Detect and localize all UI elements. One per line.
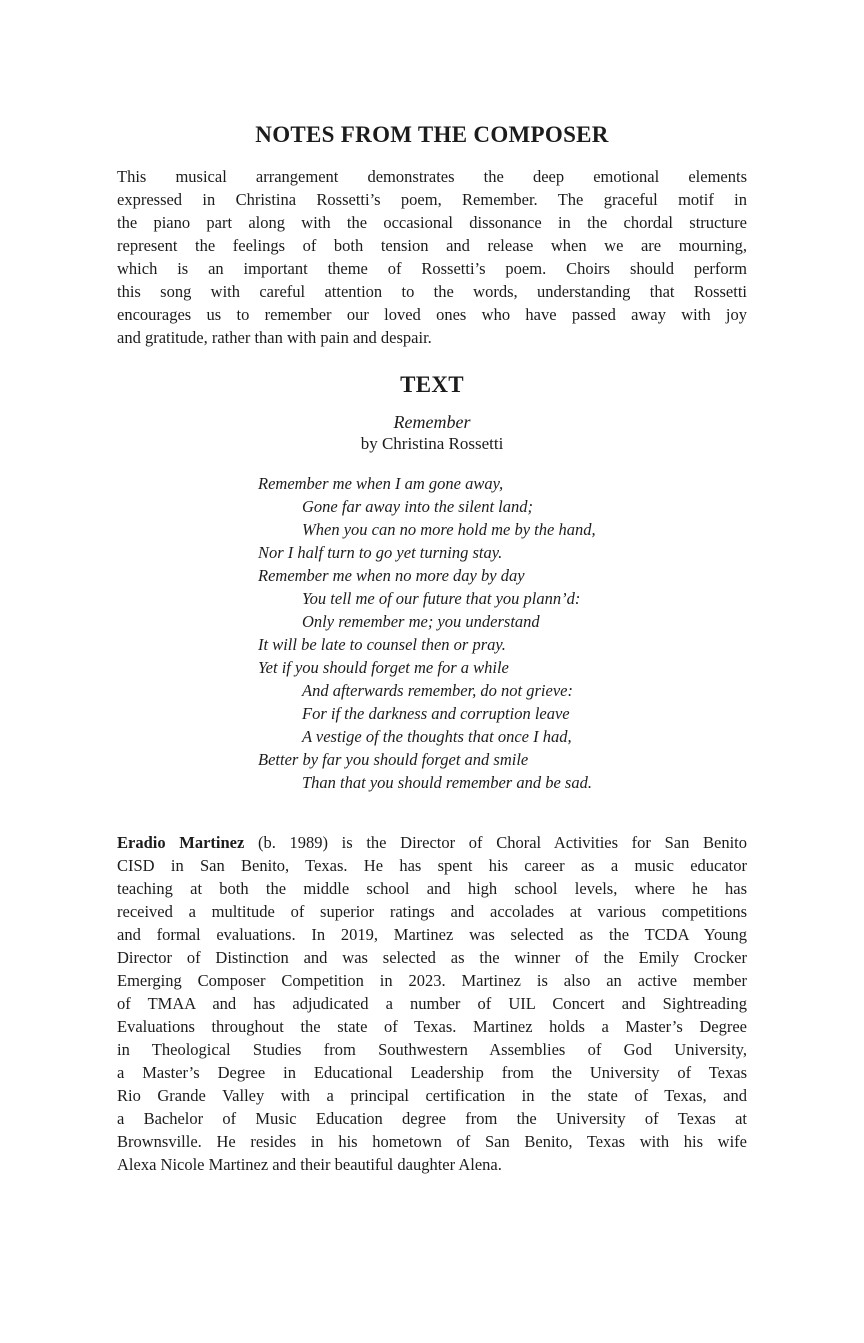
page-title-notes-from-the-composer: NOTES FROM THE COMPOSER bbox=[255, 122, 609, 147]
poem-line: Better by far you should forget and smile bbox=[258, 750, 529, 769]
paragraph-line: Brownsville. He resides in his hometown of San Benito, Texas with his wife bbox=[117, 1132, 747, 1151]
poem-line: Gone far away into the silent land; bbox=[302, 497, 533, 516]
paragraph-line: and formal evaluations. In 2019, Martinez was selected as the TCDA Young bbox=[117, 925, 747, 944]
paragraph-line: encourages us to remember our loved ones who have passed away with joy bbox=[117, 305, 747, 324]
composer-bio-paragraph bbox=[117, 831, 747, 1176]
paragraph-line: of TMAA and has adjudicated a number of UIL Concert and Sightreading bbox=[117, 994, 747, 1013]
paragraph-line: CISD in San Benito, Texas. He has spent his career as a music educator bbox=[117, 856, 747, 875]
poem-line: Remember me when no more day by day bbox=[258, 566, 525, 585]
paragraph-line: which is an important theme of Rossetti’s poem. Choirs should perform bbox=[117, 259, 747, 278]
poem-line: A vestige of the thoughts that once I had, bbox=[302, 727, 572, 746]
poem-line: It will be late to counsel then or pray. bbox=[258, 635, 506, 654]
poem-line: For if the darkness and corruption leave bbox=[302, 704, 570, 723]
paragraph-line: received a multitude of superior ratings and accolades at various competitions bbox=[117, 902, 747, 921]
poem-line: And afterwards remember, do not grieve: bbox=[302, 681, 573, 700]
paragraph-line: Rio Grande Valley with a principal certification in the state of Texas, and bbox=[117, 1086, 747, 1105]
poem-line: You tell me of our future that you plann’d: bbox=[302, 589, 581, 608]
paragraph-line: this song with careful attention to the words, understanding that Rossetti bbox=[117, 282, 747, 301]
paragraph-line: in Theological Studies from Southwestern Assemblies of God University, bbox=[117, 1040, 747, 1059]
poem-remember bbox=[258, 472, 747, 794]
paragraph-line: Alexa Nicole Martinez and their beautiful daughter Alena. bbox=[117, 1155, 502, 1174]
paragraph-line: Evaluations throughout the state of Texas. Martinez holds a Master’s Degree bbox=[117, 1017, 747, 1036]
poem-byline: by Christina Rossetti bbox=[360, 434, 504, 453]
poem-line: Than that you should remember and be sad. bbox=[302, 773, 592, 792]
paragraph-line: Director of Distinction and was selected as the winner of the Emily Crocker bbox=[117, 948, 747, 967]
poem-title: Remember bbox=[393, 412, 471, 432]
poem-line: Yet if you should forget me for a while bbox=[258, 658, 509, 677]
composer-name: Eradio Martinez bbox=[117, 833, 245, 852]
poem-line: Remember me when I am gone away, bbox=[258, 474, 504, 493]
composer-notes-paragraph bbox=[117, 165, 747, 349]
paragraph-line: teaching at both the middle school and high school levels, where he has bbox=[117, 879, 747, 898]
paragraph-line: represent the feelings of both tension and release when we are mourning, bbox=[117, 236, 747, 255]
paragraph-line-text: (b. 1989) is the Director of Choral Activities for San Benito bbox=[244, 833, 747, 852]
poem-line: Nor I half turn to go yet turning stay. bbox=[258, 543, 503, 562]
poem-line: Only remember me; you understand bbox=[302, 612, 540, 631]
paragraph-line: This musical arrangement demonstrates the deep emotional elements bbox=[117, 167, 747, 186]
paragraph-line: and gratitude, rather than with pain and despair. bbox=[117, 328, 432, 347]
paragraph-line: a Bachelor of Music Education degree from the University of Texas at bbox=[117, 1109, 747, 1128]
poem-line: When you can no more hold me by the hand, bbox=[302, 520, 596, 539]
paragraph-line: expressed in Christina Rossetti’s poem, Remember. The graceful motif in bbox=[117, 190, 747, 209]
paragraph-line: the piano part along with the occasional dissonance in the chordal structure bbox=[117, 213, 747, 232]
section-title-text: TEXT bbox=[400, 372, 464, 397]
paragraph-line: Emerging Composer Competition in 2023. Martinez is also an active member bbox=[117, 971, 747, 990]
paragraph-line bbox=[117, 831, 747, 854]
paragraph-line: a Master’s Degree in Educational Leadership from the University of Texas bbox=[117, 1063, 747, 1082]
